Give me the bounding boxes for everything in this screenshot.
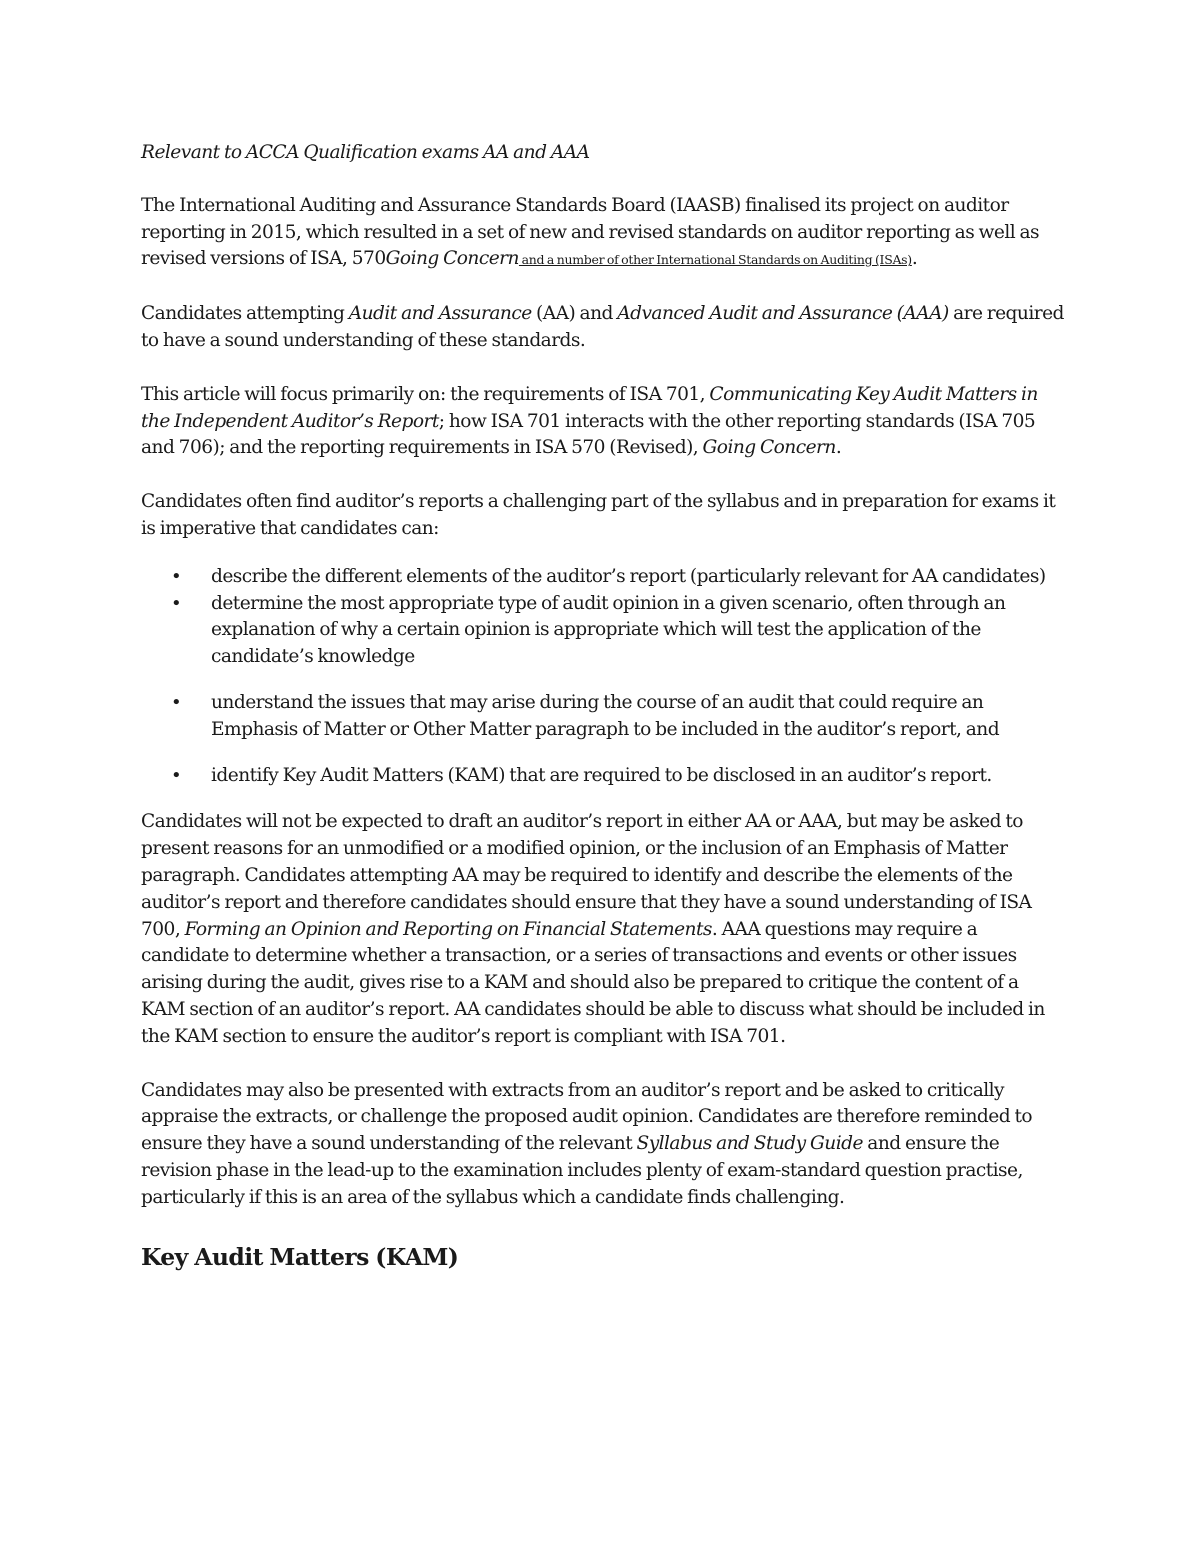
list-item (141, 690, 1066, 744)
list-item-text: describe the different elements of the auditor’s report (particularly relevant for AA candidates) (211, 565, 1046, 587)
intro-line: Relevant to ACCA Qualification exams AA and AAA (141, 142, 590, 163)
bullet-icon: • (171, 764, 182, 786)
paragraph-challenging: Candidates often find auditor’s reports a challenging part of the syllabus and in preparation for exams it is imperative that candidates can: (141, 491, 1056, 539)
text-run: This article will focus primarily on: the requirements of ISA 701, (141, 383, 710, 405)
text-run: . (835, 437, 842, 459)
isa701-title: Communicating Key Audit Matters in the Independent Auditor’s Report (141, 383, 1038, 432)
list-item-text: understand the issues that may arise during the course of an audit that could require an Emphasis of Matter or Other Matter paragraph to be included in the auditor’s report, and (211, 691, 1000, 740)
paragraph-iaasb-text: The International Auditing and Assurance Standards Board (IAASB) finalised its project on auditor reporting in 2015, which resulted in a set of new and revised standards on auditor reporting as well as revised versions of ISA, 570 (141, 194, 1040, 270)
aa-title: Audit and Assurance (348, 303, 532, 325)
going-concern-title: Going Concern (385, 248, 519, 270)
aaa-title: Advanced Audit and Assurance (AAA) (617, 303, 949, 325)
text-run: (AA) and (531, 303, 618, 325)
list-item (141, 591, 1066, 671)
text-run: Candidates attempting (141, 303, 349, 325)
text-run: . AAA questions may require a candidate to determine whether a transaction, or a series of transactions and events or other issues arising during the audit, gives rise to a KAM and should also be prepared to critique the content of a KAM section of an auditor’s report. AA candidates should be able to discuss what should be included in the KAM section to ensure the auditor’s report is compliant with ISA 701. (141, 918, 1045, 1047)
isa-link[interactable]: and a number of other International Standards on Auditing (ISAs) (518, 252, 912, 268)
section-heading: Key Audit Matters (KAM) (141, 1242, 459, 1271)
paragraph-focus (141, 382, 1066, 462)
syllabus-title: Syllabus and Study Guide (636, 1133, 863, 1155)
list-item-text: determine the most appropriate type of audit opinion in a given scenario, often through an explanation of why a certain opinion is appropriate which will test the application of the candidate’s knowledge (211, 592, 1006, 668)
requirements-list (141, 564, 1066, 790)
paragraph-candidates (141, 301, 1066, 355)
document-page (141, 140, 1066, 1272)
text-run: ; how ISA 701 interacts with the other reporting standards (ISA 705 and 706); and the reporting requirements in ISA 570 (Revised), (141, 410, 1036, 459)
paragraph-iaasb-end: . (911, 248, 918, 270)
paragraph-iaasb (141, 193, 1066, 274)
list-item (141, 564, 1066, 591)
paragraph-draft (141, 809, 1066, 1050)
text-run: are required to have a sound understanding of these standards. (141, 303, 1064, 351)
bullet-icon: • (171, 592, 182, 614)
list-item-text: identify Key Audit Matters (KAM) that are required to be disclosed in an auditor’s report. (211, 764, 992, 786)
bullet-icon: • (171, 565, 182, 587)
paragraph-extracts (141, 1078, 1066, 1212)
text-run: and ensure the revision phase in the lead-up to the examination includes plenty of exam-standard question practise, particularly if this is an area of the syllabus which a candidate finds challenging. (141, 1133, 1023, 1208)
going-concern-title: Going Concern (702, 437, 836, 459)
text-run: Candidates will not be expected to draft an auditor’s report in either AA or AAA, but may be asked to present reasons for an unmodified or a modified opinion, or the inclusion of an Emphasis of Matter paragraph. Candidates attempting AA may be required to identify and describe the elements of the auditor’s report and therefore candidates should ensure that they have a sound understanding of ISA 700, (141, 811, 1032, 940)
list-item (141, 763, 1066, 790)
isa700-title: Forming an Opinion and Reporting on Financial Statements (184, 918, 712, 940)
bullet-icon: • (171, 691, 182, 713)
text-run: Candidates may also be presented with extracts from an auditor’s report and be asked to critically appraise the extracts, or challenge the proposed audit opinion. Candidates are therefore reminded to ensure they have a sound understanding of the relevant (141, 1079, 1033, 1155)
